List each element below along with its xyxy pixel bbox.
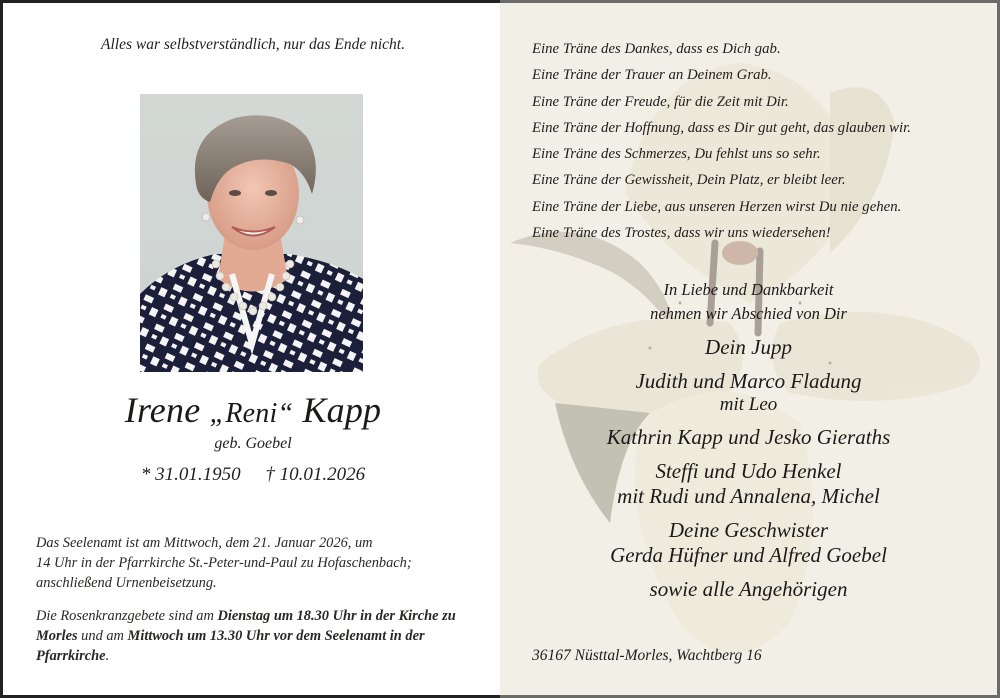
rosary-time-1: Dienstag um 18.30 Uhr in der Kirche zu Morles xyxy=(36,608,456,644)
poem-line: Eine Träne der Gewissheit, Dein Platz, er bleibt leer. xyxy=(532,172,846,189)
relatives: sowie alle Angehörigen xyxy=(649,577,848,601)
portrait-illustration xyxy=(140,94,363,372)
family-member-sub: mit Rudi und Annalena, Michel xyxy=(617,484,880,508)
family-member: Steffi und Udo Henkel xyxy=(655,459,842,483)
address: 36167 Nüsttal-Morles, Wachtberg 16 xyxy=(532,647,762,664)
birth-name: geb. Goebel xyxy=(214,435,292,452)
poem-line: Eine Träne des Schmerzes, Du fehlst uns so sehr. xyxy=(532,146,821,163)
last-name: Kapp xyxy=(302,390,382,430)
first-name: Irene xyxy=(124,390,201,430)
birth-date: * 31.01.1950 xyxy=(140,464,241,485)
right-page xyxy=(500,0,1000,698)
life-dates xyxy=(3,464,503,486)
poem-line: Eine Träne der Hoffnung, dass es Dir gut geht, das glauben wir. xyxy=(532,119,911,136)
nickname: „Reni“ xyxy=(209,398,294,429)
motto: Alles war selbstverständlich, nur das Ende nicht. xyxy=(101,36,405,53)
rosary-info xyxy=(36,606,486,666)
poem-line: Eine Träne der Liebe, aus unseren Herzen wirst Du nie gehen. xyxy=(532,198,902,215)
service-line: Das Seelenamt ist am Mittwoch, dem 21. Januar 2026, um xyxy=(36,535,373,551)
deceased-name xyxy=(3,389,503,431)
family-signature xyxy=(500,278,997,602)
poem-line: Eine Träne der Freude, für die Zeit mit Dir. xyxy=(532,93,789,110)
family-member: Kathrin Kapp und Jesko Gieraths xyxy=(606,425,891,449)
family-member-sub: mit Leo xyxy=(719,394,778,415)
portrait-photo xyxy=(140,94,363,372)
poem xyxy=(532,36,992,246)
poem-line: Eine Träne des Trostes, dass wir uns wiedersehen! xyxy=(532,225,831,242)
death-date: † 10.01.2026 xyxy=(265,464,366,485)
service-line: 14 Uhr in der Pfarrkirche St.-Peter-und-Paul zu Hofaschenbach; xyxy=(36,555,412,571)
family-member: Judith und Marco Fladung xyxy=(635,369,862,393)
service-info xyxy=(36,533,486,593)
intro-line: nehmen wir Abschied von Dir xyxy=(650,304,847,323)
poem-line: Eine Träne der Trauer an Deinem Grab. xyxy=(532,67,772,84)
rosary-time-2: Mittwoch um 13.30 Uhr vor dem Seelenamt in der Pfarrkirche xyxy=(36,628,425,664)
rosary-text: . xyxy=(105,648,110,664)
husband: Dein Jupp xyxy=(705,335,792,359)
intro-line: In Liebe und Dankbarkeit xyxy=(663,280,834,299)
poem-line: Eine Träne des Dankes, dass es Dich gab. xyxy=(532,41,781,57)
service-line: anschließend Urnenbeisetzung. xyxy=(36,575,217,591)
siblings-label: Deine Geschwister xyxy=(668,518,829,542)
rosary-text: Die Rosenkranzgebete sind am xyxy=(36,608,218,624)
rosary-text: und am xyxy=(77,628,128,644)
siblings: Gerda Hüfner und Alfred Goebel xyxy=(610,543,887,567)
